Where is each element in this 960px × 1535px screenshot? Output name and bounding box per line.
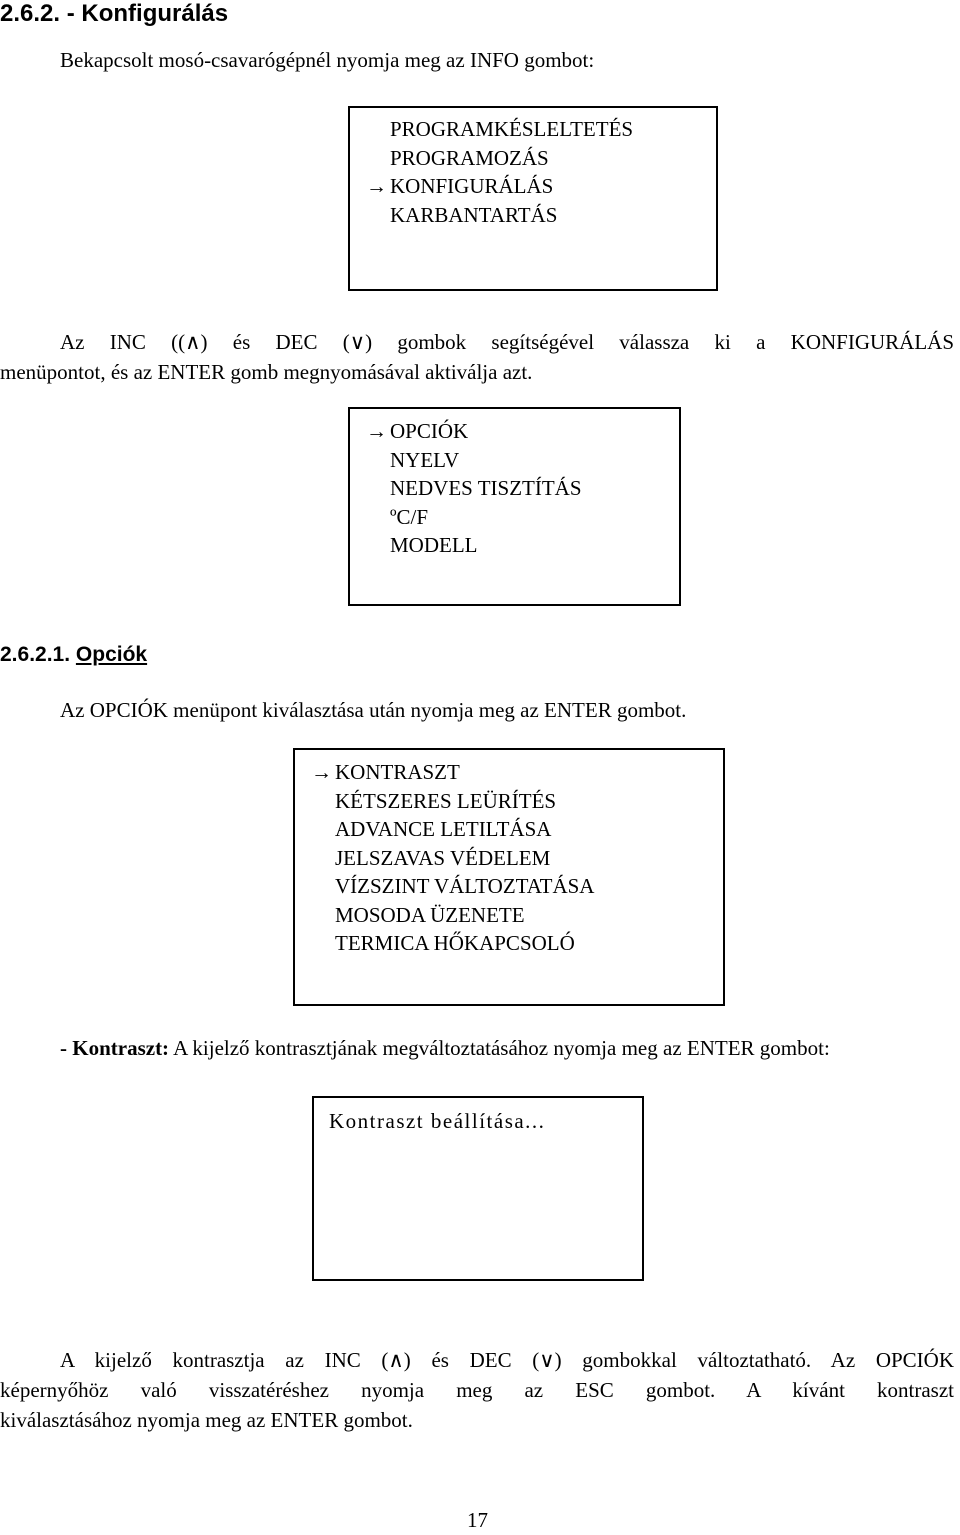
- menu-item-karbantartas: KARBANTARTÁS: [390, 202, 558, 227]
- closing-line3: kiválasztásához nyomja meg az ENTER gombot.: [0, 1408, 413, 1432]
- menu-item-kontraszt: → KONTRASZT: [335, 758, 594, 787]
- instruction-2: Az OPCIÓK menüpont kiválasztása után nyomja meg az ENTER gombot.: [60, 698, 687, 722]
- menu-item-celsius-fahrenheit: ºC/F: [390, 504, 429, 529]
- contrast-paragraph: [60, 1033, 830, 1063]
- menu-item-mosoda-uzenete: MOSODA ÜZENETE: [335, 902, 525, 927]
- selection-arrow-icon: →: [366, 174, 387, 198]
- menu-item-advance-letiltasa: ADVANCE LETILTÁSA: [335, 817, 552, 841]
- instruction-1-line2: menüpontot, és az ENTER gomb megnyomásával aktiválja azt.: [0, 360, 533, 384]
- menu-item-konfiguralas: → KONFIGURÁLÁS: [390, 172, 633, 201]
- config-menu-list: [366, 417, 582, 560]
- subsection-title: Opciók: [75, 643, 148, 666]
- contrast-text: A kijelző kontrasztjának megváltoztatásához nyomja meg az ENTER gombot:: [173, 1036, 830, 1060]
- menu-item-programozas: PROGRAMOZÁS: [390, 145, 549, 170]
- selection-arrow-icon: →: [311, 760, 332, 784]
- main-menu-list: [366, 115, 634, 229]
- subsection-number: 2.6.2.1.: [0, 643, 71, 666]
- menu-item-vizszint-valtoztatasa: VÍZSZINT VÁLTOZTATÁSA: [335, 874, 595, 898]
- closing-line2: képernyőhöz való visszatéréshez nyomja meg az ESC gombot. A kívánt kontraszt: [0, 1378, 954, 1402]
- selection-arrow-icon: →: [366, 419, 387, 443]
- section-heading-text: 2.6.2. - Konfigurálás: [0, 0, 229, 27]
- subsection-heading: [0, 643, 147, 667]
- menu-item-ketszeres-leurites: KÉTSZERES LEÜRÍTÉS: [335, 788, 557, 813]
- display-text: Kontraszt beállítása...: [329, 1109, 546, 1133]
- options-menu-list: [311, 758, 595, 958]
- page-number: 17: [467, 1508, 488, 1532]
- instruction-1-line1: Az INC ((∧) és DEC (∨) gombok segítségével válassza ki a KONFIGURÁLÁS: [60, 330, 954, 354]
- intro-text: Bekapcsolt mosó-csavarógépnél nyomja meg az INFO gombot:: [60, 48, 595, 72]
- menu-item-modell: MODELL: [390, 533, 478, 557]
- menu-item-opciok: → OPCIÓK: [390, 417, 582, 446]
- menu-item-programkesleltetes: PROGRAMKÉSLELTETÉS: [390, 117, 634, 141]
- section-heading: [0, 0, 228, 28]
- menu-item-jelszavas-vedelem: JELSZAVAS VÉDELEM: [335, 845, 551, 870]
- closing-line1: A kijelző kontrasztja az INC (∧) és DEC (∨) gombokkal változtatható. Az OPCIÓK: [60, 1348, 954, 1372]
- contrast-label: - Kontraszt:: [60, 1036, 170, 1060]
- menu-item-nedves-tisztitas: NEDVES TISZTÍTÁS: [390, 476, 582, 500]
- menu-item-nyelv: NYELV: [390, 447, 460, 472]
- menu-item-termica-hokapcsolo: TERMICA HŐKAPCSOLÓ: [335, 931, 575, 955]
